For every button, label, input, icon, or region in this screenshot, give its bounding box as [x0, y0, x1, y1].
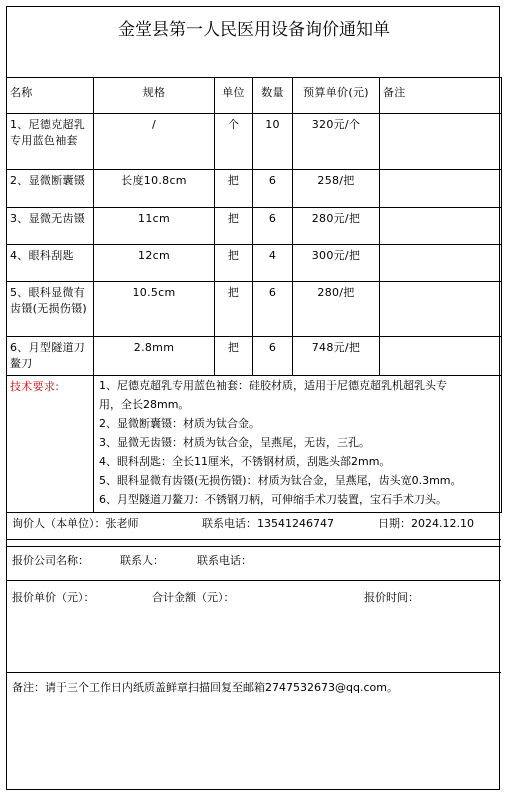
requirement-line: 2、显微断囊镊：材质为钛合金。	[99, 417, 260, 430]
item-qty: 4	[253, 245, 293, 282]
item-unit: 把	[215, 337, 253, 376]
item-note	[380, 114, 502, 170]
quote-total-label: 合计金额（元）：	[152, 591, 235, 604]
requirement-line: 1、尼德克超乳专用蓝色袖套：硅胶材质，适用于尼德克超乳机超乳头专	[99, 379, 447, 392]
item-unit: 把	[215, 170, 253, 208]
item-price: 280/把	[293, 282, 380, 337]
item-name: 2、显微断囊镊	[7, 170, 94, 208]
item-unit: 把	[215, 208, 253, 245]
item-spec: 12cm	[94, 245, 215, 282]
requirements-row	[7, 376, 502, 513]
inquirer-phone: 联系电话：13541246747	[202, 517, 334, 530]
header-unit: 单位	[215, 78, 253, 114]
inquiry-form	[6, 6, 500, 790]
item-note	[380, 170, 502, 208]
table-header-row	[7, 78, 502, 114]
table-row	[7, 208, 502, 245]
item-price: 280元/把	[293, 208, 380, 245]
item-note	[380, 245, 502, 282]
quote-contact-label: 联系人：	[120, 554, 164, 567]
header-qty: 数量	[253, 78, 293, 114]
item-qty: 6	[253, 208, 293, 245]
item-spec: /	[94, 114, 215, 170]
item-unit: 把	[215, 245, 253, 282]
item-note	[380, 282, 502, 337]
item-note	[380, 337, 502, 376]
item-price: 258/把	[293, 170, 380, 208]
table-row	[7, 114, 502, 170]
item-qty: 6	[253, 337, 293, 376]
item-unit: 把	[215, 282, 253, 337]
table-row	[7, 245, 502, 282]
item-spec: 长度10.8cm	[94, 170, 215, 208]
items-table	[6, 77, 502, 513]
quote-unit-price-label: 报价单价（元）：	[12, 591, 95, 604]
requirement-line: 5、眼科显微有齿镊(无损伤镊)：材质为钛合金，呈燕尾，齿头宽0.3mm。	[99, 474, 462, 487]
form-title: 金堂县第一人民医用设备询价通知单	[118, 20, 390, 40]
inquirer-label: 询价人（本单位）：张老师	[12, 517, 139, 530]
inquiry-date: 日期：2024.12.10	[378, 517, 474, 530]
item-price: 300元/把	[293, 245, 380, 282]
item-spec: 10.5cm	[94, 282, 215, 337]
header-spec: 规格	[94, 78, 215, 114]
requirement-line: 用，全长28mm。	[99, 398, 190, 411]
item-unit: 个	[215, 114, 253, 170]
quote-company-label: 报价公司名称：	[12, 554, 89, 567]
item-name: 3、显微无齿镊	[7, 208, 94, 245]
requirement-line: 4、眼科刮匙：全长11厘米，不锈钢材质，刮匙头部2mm。	[99, 455, 391, 468]
item-name: 6、月型隧道刀鳌刀	[7, 337, 94, 376]
requirement-line: 6、月型隧道刀鳌刀：不锈钢刀柄，可伸缩手术刀装置，宝石手术刀头。	[99, 493, 447, 506]
quote-phone-label: 联系电话：	[197, 554, 252, 567]
requirement-line: 3、显微无齿镊：材质为钛合金，呈燕尾，无齿，三孔。	[99, 436, 370, 449]
item-spec: 2.8mm	[94, 337, 215, 376]
divider	[7, 672, 501, 673]
requirements-text	[94, 376, 502, 513]
table-row	[7, 337, 502, 376]
quote-time-label: 报价时间：	[364, 591, 419, 604]
table-row	[7, 170, 502, 208]
item-price: 748元/把	[293, 337, 380, 376]
header-price: 预算单价(元)	[293, 78, 380, 114]
footer-note: 备注：请于三个工作日内纸质盖鲜章扫描回复至邮箱2747532673@qq.com。	[12, 681, 398, 694]
item-spec: 11cm	[94, 208, 215, 245]
header-name: 名称	[7, 78, 94, 114]
divider	[7, 539, 501, 540]
divider	[7, 580, 501, 581]
item-qty: 6	[253, 282, 293, 337]
requirements-label: 技术要求:	[7, 376, 94, 513]
item-name: 1、尼德克超乳专用蓝色袖套	[7, 114, 94, 170]
header-note: 备注	[380, 78, 502, 114]
item-qty: 10	[253, 114, 293, 170]
table-row	[7, 282, 502, 337]
item-name: 5、眼科显微有齿镊(无损伤镊)	[7, 282, 94, 337]
divider	[7, 546, 501, 547]
item-name: 4、眼科刮匙	[7, 245, 94, 282]
item-note	[380, 208, 502, 245]
item-qty: 6	[253, 170, 293, 208]
item-price: 320元/个	[293, 114, 380, 170]
